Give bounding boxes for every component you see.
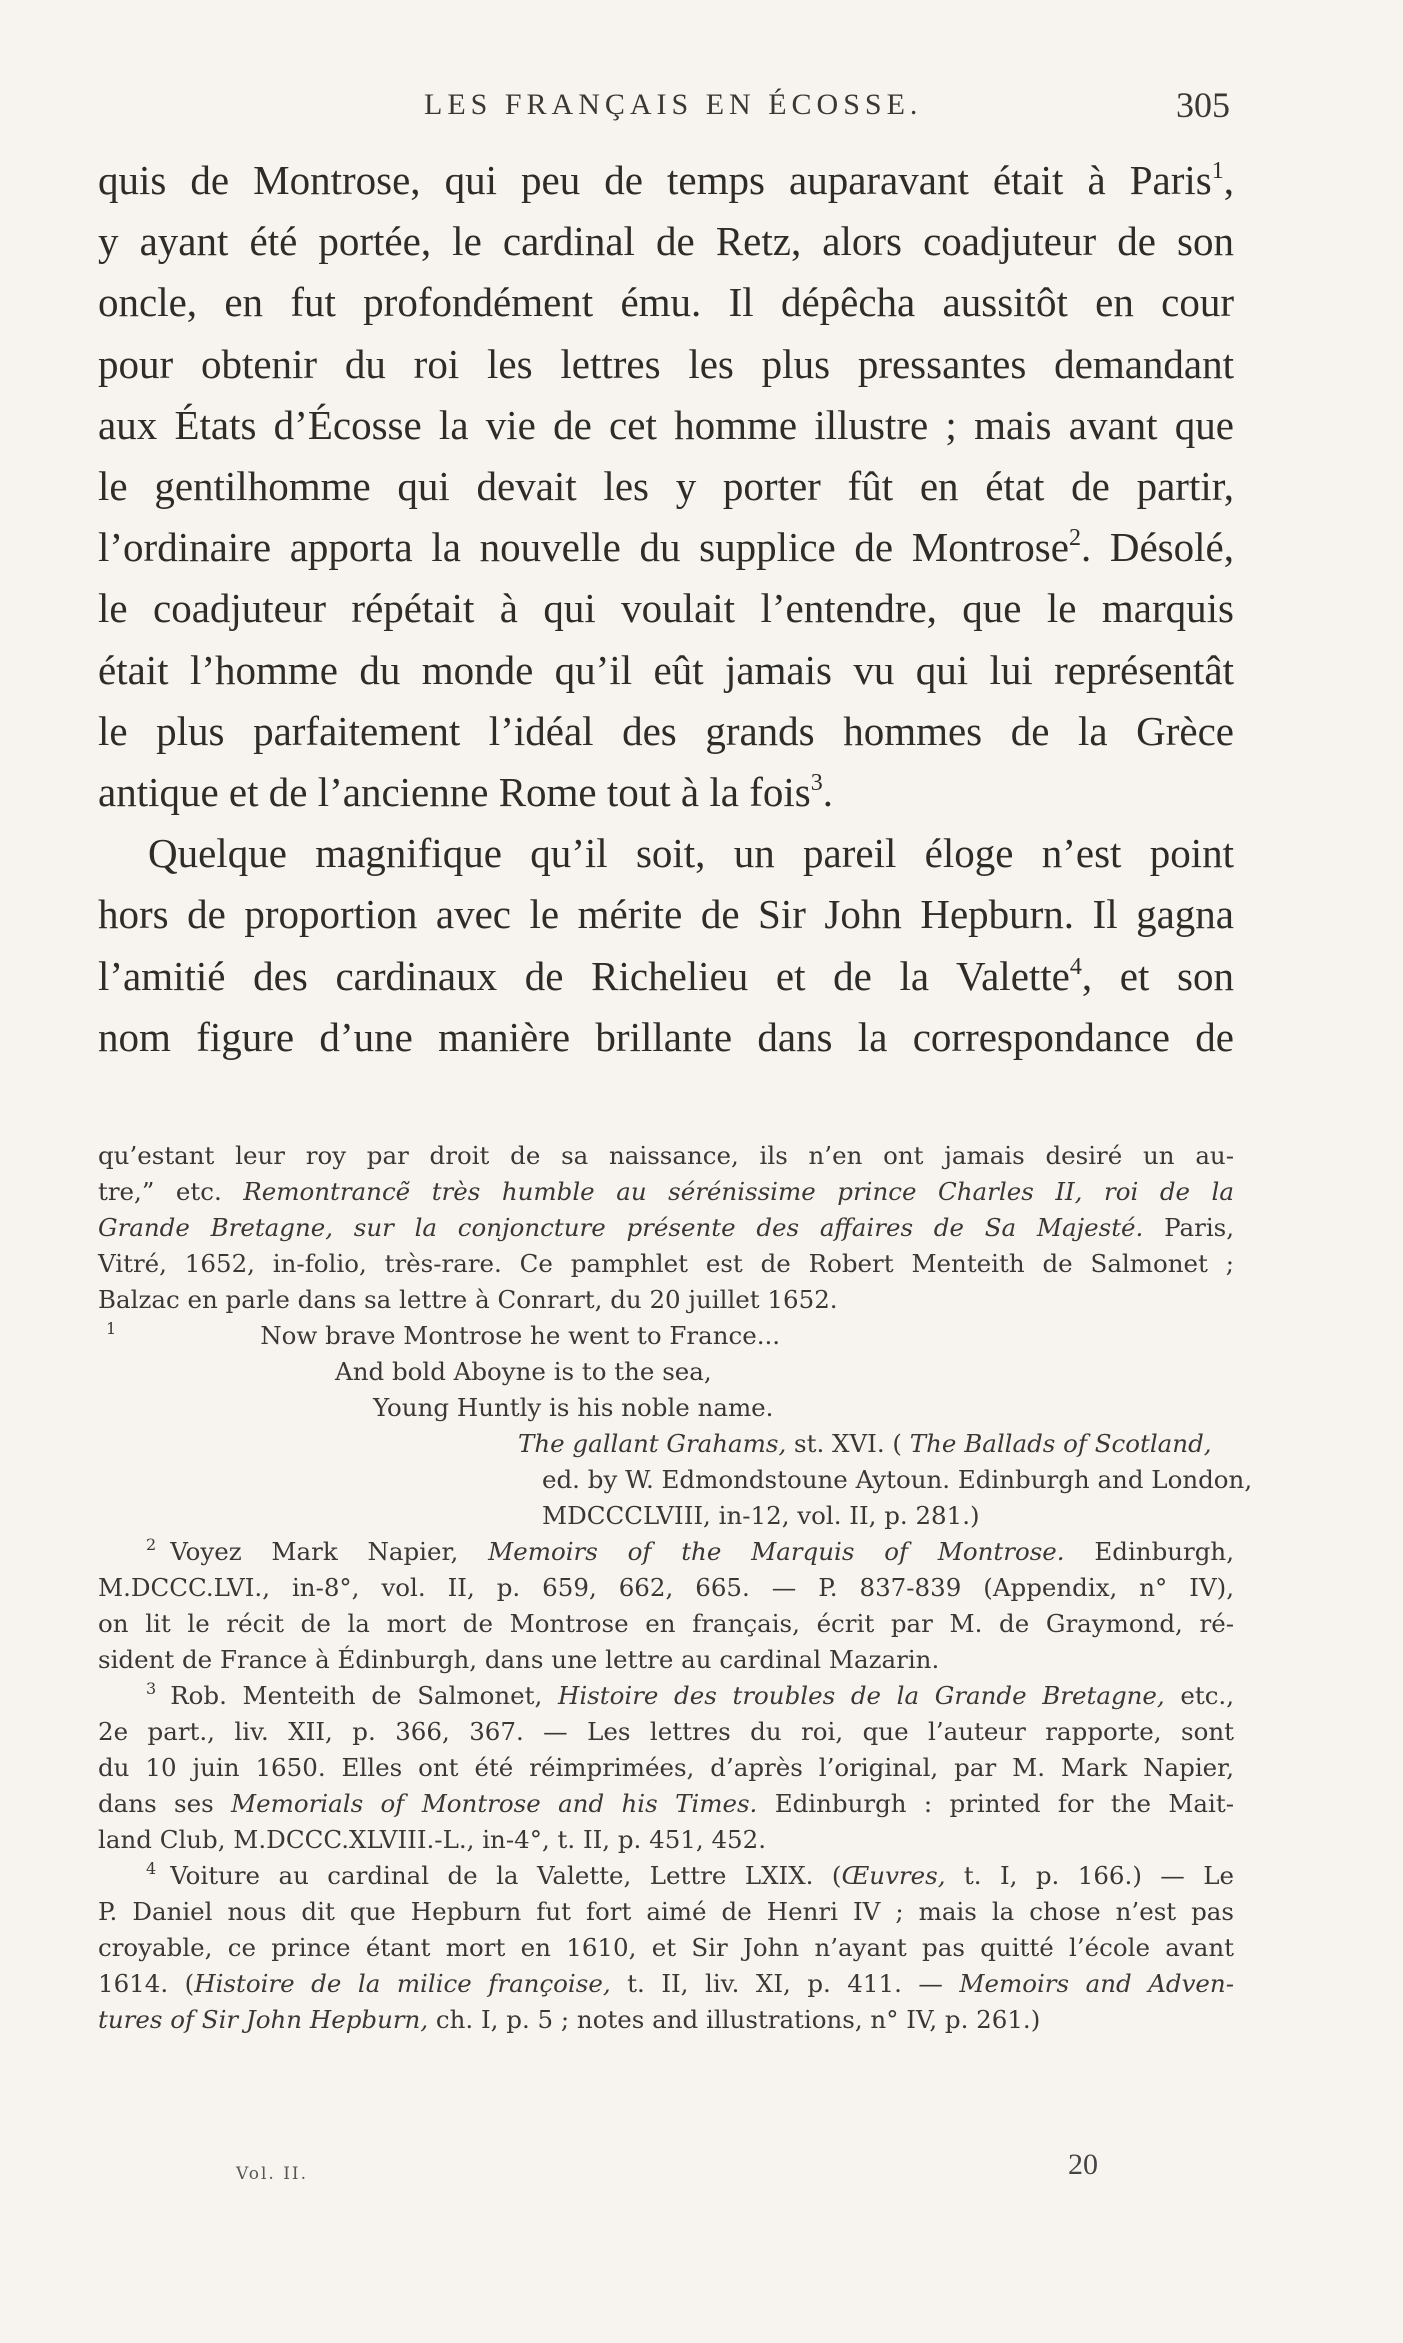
verse-line: $^1$ Now brave Montrose he went to France...	[106, 1319, 781, 1350]
footnote-ref: 3	[810, 770, 823, 797]
note-line: Balzac en parle dans sa lettre à Conrart, du 20 juillet 1652.	[98, 1285, 838, 1314]
citation-line: The gallant Grahams, st. XVI. ( The Ballads of Scotland,	[518, 1429, 1212, 1458]
note-line: Vitré, 1652, in-folio, très-rare. Ce pamphlet est de Robert Menteith de Salmonet ;	[98, 1249, 1234, 1278]
text-line: était l’homme du monde qu’il eût jamais vu qui lui représentât	[98, 646, 1234, 693]
note-line: tre,” etc. Remontrancẽ très humble au sérénissime prince Charles II, roi de la	[98, 1177, 1234, 1206]
footnote-ref: 1	[1211, 158, 1224, 184]
text-line: Quelque magnifique qu’il soit, un pareil éloge n’est point	[148, 830, 1234, 877]
note-line: $^2$ Voyez Mark Napier, Memoirs of the Marquis of Montrose. Edinburgh,	[146, 1535, 1234, 1566]
note-line: P. Daniel nous dit que Hepburn fut fort aimé de Henri IV ; mais la chose n’est pas	[98, 1897, 1234, 1926]
note-line: croyable, ce prince étant mort en 1610, et Sir John n’ayant pas quitté l’école avant	[98, 1933, 1234, 1962]
text-line: le plus parfaitement l’idéal des grands hommes de la Grèce	[98, 707, 1234, 754]
note-line: land Club, M.DCCC.XLVIII.-L., in-4°, t. II, p. 451, 452.	[98, 1825, 767, 1854]
footnote-number: 1	[106, 1319, 117, 1338]
text-line: hors de proportion avec le mérite de Sir John Hepburn. Il gagna	[98, 891, 1234, 938]
text-line: antique et de l’ancienne Rome tout à la fois$^3$.	[98, 769, 833, 816]
note-line: 2e part., liv. XII, p. 366, 367. — Les lettres du roi, que l’auteur rapporte, sont	[98, 1717, 1234, 1746]
note-line: $^4$ Voiture au cardinal de la Valette, Lettre LXIX. (Œuvres, t. I, p. 166.) — Le	[146, 1859, 1234, 1890]
note-line: M.DCCC.LVI., in-8°, vol. II, p. 659, 662, 665. — P. 837-839 (Appendix, n° IV),	[98, 1573, 1234, 1602]
note-line: 1614. (Histoire de la milice françoise, t. II, liv. XI, p. 411. — Memoirs and Adven-	[98, 1969, 1234, 1998]
footnote-ref: 4	[1069, 953, 1082, 980]
footnote-number: 3	[146, 1679, 157, 1698]
note-line: tures of Sir John Hepburn, ch. I, p. 5 ; notes and illustrations, n° IV, p. 261.)	[98, 2005, 1041, 2034]
sheet-signature: 20	[1068, 2148, 1098, 2181]
text-line: l’amitié des cardinaux de Richelieu et de la Valette$^4$, et son	[98, 952, 1234, 999]
page-number: 305	[1176, 85, 1230, 125]
text-line: aux États d’Écosse la vie de cet homme illustre ; mais avant que	[98, 401, 1234, 448]
volume-signature: Vol. II.	[236, 2164, 309, 2184]
footnotes	[98, 1138, 1253, 2038]
footnote-number: 4	[146, 1859, 157, 1878]
main-text	[98, 150, 1234, 1068]
verse-line: Young Huntly is his noble name.	[373, 1393, 774, 1422]
text-line: le gentilhomme qui devait les y porter fût en état de partir,	[98, 463, 1234, 510]
page-header	[398, 85, 1230, 138]
note-line: du 10 juin 1650. Elles ont été réimprimées, d’après l’original, par M. Mark Napier,	[98, 1753, 1234, 1782]
text-line: l’ordinaire apporta la nouvelle du supplice de Montrose$^2$. Désolé,	[98, 524, 1234, 571]
note-line: qu’estant leur roy par droit de sa naissance, ils n’en ont jamais desiré un au-	[98, 1141, 1234, 1170]
text-line: pour obtenir du roi les lettres les plus pressantes demandant	[98, 340, 1234, 387]
text-line: quis de Montrose, qui peu de temps auparavant était à Paris$^1$,	[98, 157, 1234, 203]
verse-line: And bold Aboyne is to the sea,	[335, 1357, 712, 1386]
running-title: LES FRANÇAIS EN ÉCOSSE.	[424, 88, 923, 121]
citation-line: MDCCCLVIII, in-12, vol. II, p. 281.)	[542, 1501, 980, 1530]
note-line: sident de France à Édinburgh, dans une lettre au cardinal Mazarin.	[98, 1645, 940, 1674]
footnote-number: 2	[146, 1535, 157, 1554]
text-line: oncle, en fut profondément ému. Il dépêcha aussitôt en cour	[98, 279, 1234, 326]
text-line: nom figure d’une manière brillante dans la correspondance de	[98, 1013, 1234, 1060]
text-line: y ayant été portée, le cardinal de Retz, alors coadjuteur de son	[98, 218, 1234, 265]
text-line: le coadjuteur répétait à qui voulait l’entendre, que le marquis	[98, 585, 1234, 632]
footnote-ref: 2	[1068, 525, 1081, 552]
citation-line: ed. by W. Edmondstoune Aytoun. Edinburgh and London,	[542, 1465, 1253, 1494]
note-line: Grande Bretagne, sur la conjoncture présente des affaires de Sa Majesté. Paris,	[98, 1213, 1235, 1242]
note-line: $^3$ Rob. Menteith de Salmonet, Histoire des troubles de la Grande Bretagne, etc.,	[146, 1679, 1235, 1710]
note-line: on lit le récit de la mort de Montrose en français, écrit par M. de Graymond, ré-	[98, 1609, 1234, 1638]
note-line: dans ses Memorials of Montrose and his Times. Edinburgh : printed for the Mait-	[98, 1789, 1234, 1818]
